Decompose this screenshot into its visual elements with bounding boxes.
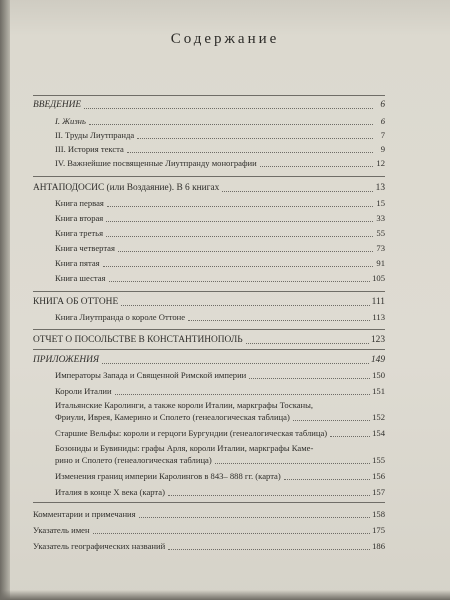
toc-entry-antapodosis	[33, 184, 385, 193]
leader-dots	[168, 548, 370, 550]
toc-page: 105	[372, 273, 385, 283]
leader-dots	[188, 319, 370, 321]
toc-label: IV. Важнейшие посвященные Лиутпранду монографии	[55, 158, 257, 168]
toc-label: Книга четвертая	[55, 243, 115, 253]
leader-dots	[168, 494, 370, 496]
toc-page: 123	[370, 335, 385, 345]
toc-label: КНИГА ОБ ОТТОНЕ	[33, 297, 119, 307]
section-divider	[33, 502, 385, 503]
toc-page: 33	[376, 213, 385, 223]
toc-label: II. Труды Лиутпранда	[55, 130, 135, 140]
section-divider	[33, 176, 385, 177]
toc-entry	[55, 371, 385, 380]
leader-dots	[260, 165, 373, 167]
toc-label: Императоры Запада и Священной Римской империи	[55, 370, 247, 380]
leader-dots	[89, 123, 373, 125]
page-title: Содержание	[170, 31, 280, 47]
toc-entry-otto	[33, 298, 385, 307]
toc-entry	[55, 472, 385, 481]
toc-page: 91	[376, 258, 385, 268]
leader-dots	[84, 107, 373, 109]
leader-dots	[139, 516, 370, 518]
toc-page: 151	[372, 386, 385, 396]
toc-label: Книга Лиутпранда о короле Оттоне	[55, 312, 186, 322]
toc-label: Старшие Вельфы: короли и герцоги Бургундии (генеалогическая таблица)	[55, 428, 328, 438]
toc-entry	[55, 488, 385, 497]
toc-entry	[55, 456, 385, 465]
leader-dots	[106, 235, 373, 237]
toc-page: 7	[380, 130, 385, 140]
toc-page: 55	[376, 228, 385, 238]
toc-entry	[55, 429, 385, 438]
toc-entry	[55, 387, 385, 396]
section-divider	[33, 349, 385, 350]
toc-label: ОТЧЕТ О ПОСОЛЬСТВЕ В КОНСТАНТИНОПОЛЬ	[33, 335, 243, 345]
toc-label: Книга третья	[55, 228, 104, 238]
leader-dots	[215, 462, 370, 464]
toc-entry	[55, 131, 385, 140]
toc-label: I. Жизнь	[55, 116, 86, 126]
toc-entry	[55, 413, 385, 422]
toc-entry	[55, 229, 385, 238]
toc-page: 158	[372, 509, 385, 519]
toc-label: Указатель географических названий	[33, 541, 166, 551]
toc-entry	[55, 145, 385, 154]
toc-label: Комментарии и примечания	[33, 509, 136, 519]
leader-dots	[127, 151, 373, 153]
toc-page: 13	[375, 183, 385, 193]
leader-dots	[109, 280, 371, 282]
toc-entry	[55, 313, 385, 322]
leader-dots	[93, 532, 371, 534]
leader-dots	[102, 362, 369, 364]
section-divider	[33, 329, 385, 330]
toc-page: 113	[372, 312, 385, 322]
toc-page: 6	[380, 100, 385, 110]
toc-entry-line1: Бозониды и Бувиниды: графы Арля, короли Италии, маркграфы Каме-	[55, 443, 314, 453]
toc-entry-intro	[33, 101, 385, 110]
toc-entry	[55, 259, 385, 268]
leader-dots	[330, 435, 370, 437]
toc-entry	[33, 526, 385, 535]
toc-entry-embassy	[33, 336, 385, 345]
section-divider	[33, 95, 385, 96]
toc-entry	[55, 244, 385, 253]
toc-label: Книга первая	[55, 198, 104, 208]
toc-label: АНТАПОДОСИС (или Воздаяние). В 6 книгах	[33, 183, 220, 193]
book-spine-shadow	[0, 0, 10, 600]
toc-entry	[55, 214, 385, 223]
leader-dots	[103, 265, 373, 267]
leader-dots	[121, 304, 369, 306]
toc-page: 154	[372, 428, 385, 438]
toc-entry	[55, 199, 385, 208]
toc-label: Изменения границ империи Каролингов в 843– 888 гг. (карта)	[55, 471, 281, 481]
toc-label: Книга шестая	[55, 273, 106, 283]
toc-label: Указатель имен	[33, 525, 90, 535]
toc-label: ПРИЛОЖЕНИЯ	[33, 355, 100, 365]
toc-entry	[33, 542, 385, 551]
toc-page: 9	[380, 144, 385, 154]
toc-page: 157	[372, 487, 385, 497]
toc-entry	[55, 159, 385, 168]
toc-label: Короли Италии	[55, 386, 112, 396]
toc-page: 15	[376, 198, 385, 208]
toc-label: рино и Сполето (генеалогическая таблица)	[55, 455, 212, 465]
toc-page: 149	[370, 355, 385, 365]
toc-page: 6	[380, 116, 385, 126]
leader-dots	[137, 137, 373, 139]
toc-entry	[33, 510, 385, 519]
toc-page: 156	[372, 471, 385, 481]
toc-page: 155	[372, 455, 385, 465]
toc-label: Книга вторая	[55, 213, 104, 223]
leader-dots	[249, 377, 370, 379]
section-divider	[33, 291, 385, 292]
leader-dots	[118, 250, 373, 252]
toc-label: III. История текста	[55, 144, 124, 154]
toc-page: 186	[372, 541, 385, 551]
toc-label: ВВЕДЕНИЕ	[33, 100, 82, 110]
leader-dots	[107, 205, 373, 207]
leader-dots	[284, 478, 370, 480]
toc-page: 175	[372, 525, 385, 535]
toc-entry-line1: Итальянские Каролинги, а также короли Италии, маркграфы Тосканы,	[55, 400, 314, 410]
toc-label: Книга пятая	[55, 258, 100, 268]
toc-entry	[55, 274, 385, 283]
page-bottom-shadow	[0, 590, 450, 600]
toc-label: Италия в конце X века (карта)	[55, 487, 165, 497]
leader-dots	[222, 190, 373, 192]
leader-dots	[106, 220, 373, 222]
toc-page: 73	[376, 243, 385, 253]
toc-page: 12	[376, 158, 385, 168]
toc-page: 152	[372, 412, 385, 422]
leader-dots	[246, 342, 369, 344]
toc-entry	[55, 117, 385, 126]
toc-page: 111	[371, 297, 385, 307]
leader-dots	[115, 393, 371, 395]
toc-label: Фриули, Иврея, Камерино и Сполето (генеалогическая таблица)	[55, 412, 290, 422]
toc-entry-appendix	[33, 356, 385, 365]
toc-page: 150	[372, 370, 385, 380]
leader-dots	[293, 419, 370, 421]
